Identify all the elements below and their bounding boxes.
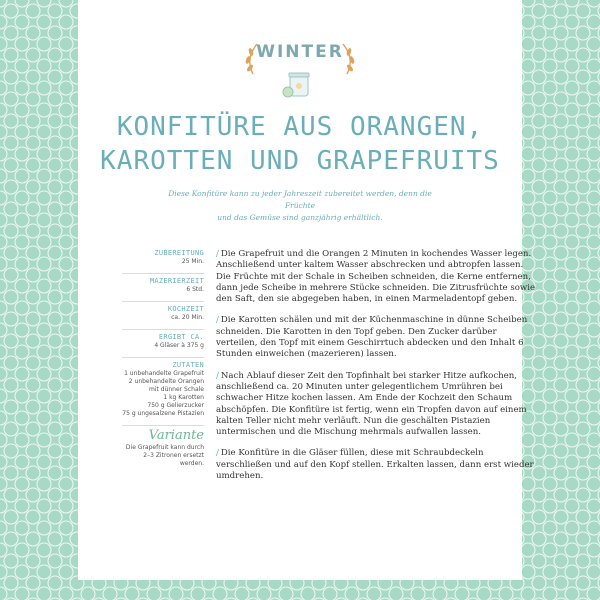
title-line-2: KAROTTEN UND GRAPEFRUITS: [100, 146, 500, 176]
title-line-1: KONFITÜRE AUS ORANGEN,: [116, 112, 484, 142]
variant: [122, 425, 204, 468]
season-header: [78, 34, 522, 108]
step-paragraph: [216, 371, 538, 439]
season-badge: [235, 34, 365, 104]
step-paragraph: [216, 448, 538, 482]
step-text: Die Konfitüre in die Gläser füllen, diese mit Schraubdeckeln verschließen und auf den Kopf stellen. Erkalten lassen, dann erst wieder umdrehen.: [216, 448, 534, 482]
variant-text: werden.: [179, 460, 204, 467]
cook-time-value: ca. 20 Min.: [171, 314, 204, 321]
cook-time: [122, 301, 204, 322]
ingredient-item: 1 kg Karotten: [163, 394, 204, 401]
recipe-page: [78, 0, 536, 580]
yield-label: ERGIBT CA.: [158, 333, 204, 341]
prep-time-value: 25 Min.: [181, 258, 204, 265]
step-marker: /: [216, 249, 219, 259]
jar-with-fruit-icon: [280, 70, 320, 100]
step-paragraph: [216, 249, 538, 305]
step-marker: /: [216, 370, 219, 381]
ingredient-item: 750 g Gelierzucker: [147, 402, 204, 409]
maceration-time: [122, 273, 204, 294]
step-text: Die Karotten schälen und mit der Küchenmaschine in dünne Scheiben schneiden. Die Karotten in den Topf geben. Den Zucker darüber verteilen, den Topf mit einem Geschirrtuch abdecken und den Inhalt 6 Stunden einweichen (mazerieren) lassen.: [216, 315, 528, 360]
cook-time-label: KOCHZEIT: [167, 305, 204, 313]
ingredients-label: ZUTATEN: [172, 361, 204, 369]
step-paragraph: [216, 315, 538, 360]
intro-line-1: Diese Konfitüre kann zu jeder Jahreszeit zubereitet werden, denn die Früchte: [168, 189, 432, 210]
ingredient-item: 2 unbehandelte Orangen: [128, 378, 204, 385]
prep-time: [122, 248, 204, 266]
recipe-steps: [216, 249, 538, 492]
step-text: Die Grapefruit und die Orangen 2 Minuten in kochendes Wasser legen. Anschließend unter kaltem Wasser abschrecken und abtropfen lassen. Die Früchte mit der Schale in Scheiben schneiden, die Kerne entfernen, dann jede Scheibe in mehrere Stücke schneiden. Die Zitrusfrüchte sowie den Saft, den sie abgegeben haben, in einen Marmeladentopf geben.: [216, 249, 536, 305]
season-label: WINTER: [256, 42, 344, 62]
intro-line-2: und das Gemüse sind ganzjährig erhältlich.: [217, 213, 383, 222]
recipe-intro: [158, 188, 442, 224]
variant-text: 2–3 Zitronen ersetzt: [143, 452, 204, 459]
ingredient-item: 1 unbehandelte Grapefruit: [124, 370, 204, 377]
variant-text: Die Grapefruit kann durch: [125, 444, 204, 451]
step-marker: /: [216, 315, 219, 326]
ingredient-item: mit dünner Schale: [149, 386, 204, 393]
recipe-sidebar: [122, 248, 204, 475]
prep-time-label: ZUBEREITUNG: [154, 249, 204, 257]
step-text: Nach Ablauf dieser Zeit den Topfinhalt bei starker Hitze aufkochen, anschließend ca. 20 Minuten unter gelegentlichem Umrühren bei schwacher Hitze kochen lassen. Am Ende der Kochzeit den Schaum abschöpfen. Die Konfitüre ist fertig, wenn ein Tropfen davon auf einem kalten Teller nicht mehr verläuft. Nun die geschälten Pistazien untermischen und die Mischung mehrmals aufwallen lassen.: [216, 370, 527, 438]
maceration-time-value: 6 Std.: [186, 286, 204, 293]
recipe-title: [78, 110, 522, 178]
ingredient-item: 75 g ungesalzene Pistazien: [122, 410, 204, 417]
yield-value: 4 Gläser à 375 g: [154, 342, 204, 349]
maceration-time-label: MAZERIERZEIT: [149, 277, 204, 285]
yield: [122, 329, 204, 350]
step-marker: /: [216, 448, 219, 459]
ingredients: [122, 357, 204, 418]
variant-label: Variante: [148, 428, 204, 443]
